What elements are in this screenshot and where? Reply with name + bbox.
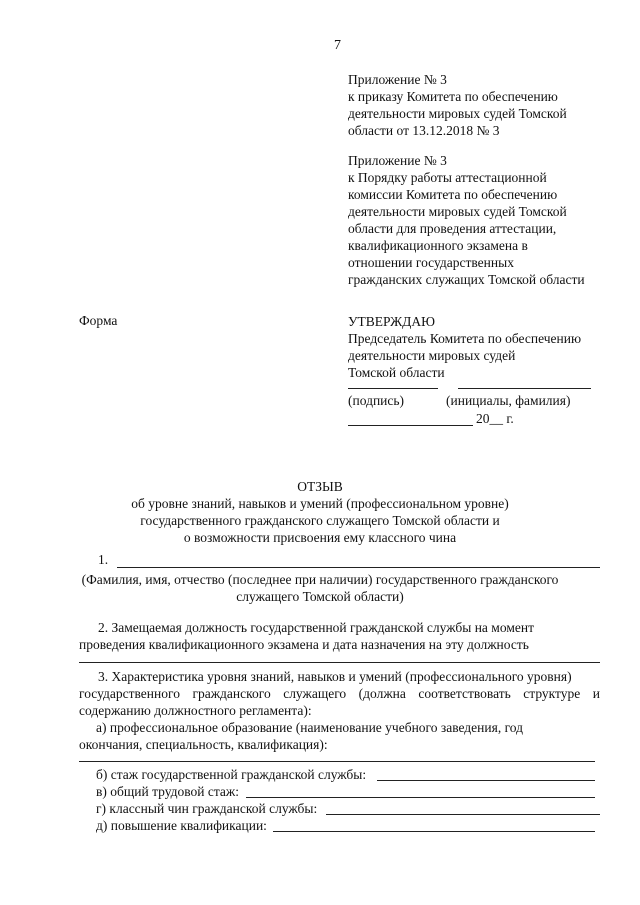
position-line [79,662,600,663]
name-caption: (инициалы, фамилия) [446,393,571,408]
appendix-line: к приказу Комитета по обеспечению [348,89,558,104]
review-subtitle-line: об уровне знаний, навыков и умений (профессиональном уровне) [131,496,509,511]
appendix-line: области от 13.12.2018 № 3 [348,123,500,138]
total-experience-line [246,797,595,798]
name-line [458,388,591,389]
review-title: ОТЗЫВ [297,479,343,494]
review-heading [40,478,600,546]
class-rank-line [326,814,600,815]
qualification-line [273,831,595,832]
appendix-line: к Порядку работы аттестационной [348,170,547,185]
fullname-line [117,567,600,568]
appendix-line: деятельности мировых судей Томской [348,204,567,219]
appendix-line: деятельности мировых судей Томской [348,106,567,121]
date-line [348,425,473,426]
signature-line [348,388,438,389]
item3a-line2: окончания, специальность, квалификация): [79,737,328,752]
approval-line: деятельности мировых судей [348,348,516,363]
signature-caption: (подпись) [348,393,405,408]
item3-text-line3: содержанию должностного регламента): [79,703,312,718]
item3-text-line1: 3. Характеристика уровня знаний, навыков и умений (профессионального уровня) [98,669,572,684]
appendix-line: комиссии Комитета по обеспечению [348,187,558,202]
page-number: 7 [334,38,341,53]
approval-line: Томской области [348,365,445,380]
item3b-label: б) стаж государственной гражданской службы: [96,767,367,782]
item3d-label: д) повышение квалификации: [96,818,267,833]
service-length-line [377,780,595,781]
appendix-line: области для проведения аттестации, [348,221,557,236]
education-line [79,761,595,762]
appendix-line: отношении государственных [348,255,514,270]
approval-block [348,313,581,381]
approval-title: УТВЕРЖДАЮ [348,314,436,329]
appendix-line: гражданских служащих Томской области [348,272,585,287]
item2-text-line1: 2. Замещаемая должность государственной гражданской службы на момент [98,620,534,635]
item2-text-line2: проведения квалификационного экзамена и дата назначения на эту должность [79,637,529,652]
fullname-caption: (Фамилия, имя, отчество (последнее при наличии) государственного гражданского служащего Томской области) [81,572,559,604]
date-year: 20__ г. [476,411,514,426]
review-subtitle-line: государственного гражданского служащего Томской области и [140,513,500,528]
item3v-label: в) общий трудовой стаж: [96,784,239,799]
appendix-line: Приложение № 3 [348,72,447,87]
appendix-line: Приложение № 3 [348,153,447,168]
form-label: Форма [79,313,118,328]
item3a-line1: а) профессиональное образование (наименование учебного заведения, год [96,720,524,735]
appendix-block-procedure [348,152,585,288]
item1-number: 1. [98,552,109,567]
approval-line: Председатель Комитета по обеспечению [348,331,582,346]
item3g-label: г) классный чин гражданской службы: [96,801,318,816]
appendix-block-order [348,71,567,139]
item3-text-line2: государственного гражданского служащего (должна соответствовать структуре и [79,686,600,701]
review-subtitle-line: о возможности присвоения ему классного чина [183,530,457,545]
appendix-line: квалификационного экзамена в [348,238,528,253]
